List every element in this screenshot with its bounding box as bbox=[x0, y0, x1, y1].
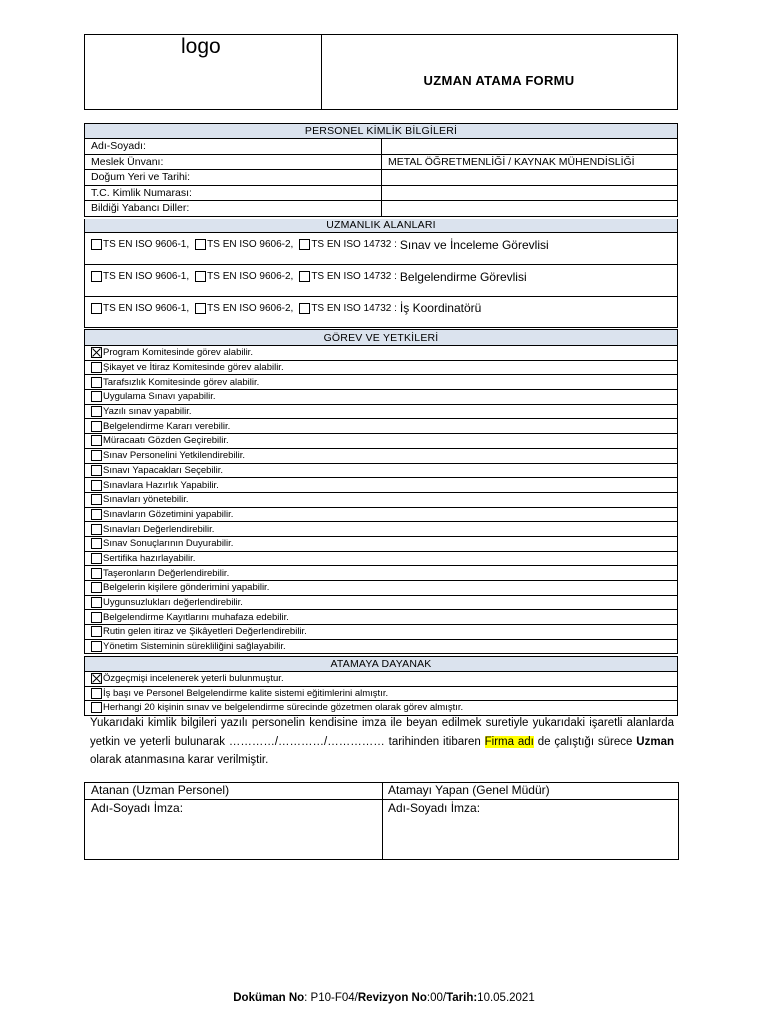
signature-right-title: Atamayı Yapan (Genel Müdür) bbox=[388, 783, 550, 797]
gorev-item-label: Sınavları Değerlendirebilir. bbox=[103, 523, 215, 535]
date-label: Tarih: bbox=[446, 992, 478, 1004]
gorev-item bbox=[85, 640, 677, 655]
gorev-heading: GÖREV VE YETKİLERİ bbox=[85, 329, 677, 346]
statement-text-2: de çalıştığı sürece bbox=[533, 735, 637, 748]
gorev-item-label: Sınavlara Hazırlık Yapabilir. bbox=[103, 479, 219, 491]
personel-label: Meslek Ünvanı: bbox=[91, 155, 164, 168]
gorev-item bbox=[85, 625, 677, 640]
standard-label: TS EN ISO 14732 : bbox=[311, 302, 397, 314]
dayanak-heading: ATAMAYA DAYANAK bbox=[85, 656, 677, 672]
personel-label: T.C. Kimlik Numarası: bbox=[91, 186, 192, 199]
gorev-item-label: Uygulama Sınavı yapabilir. bbox=[103, 391, 216, 403]
role-label: İş Koordinatörü bbox=[399, 301, 482, 315]
gorev-item bbox=[85, 537, 677, 552]
dayanak-item-label: Herhangi 20 kişinin sınav ve belgelendirme sürecinde gözetmen olarak görev almıştır. bbox=[103, 702, 464, 714]
gorev-item-label: Belgelerin kişilere gönderimini yapabilir. bbox=[103, 582, 270, 594]
gorev-item bbox=[85, 405, 677, 420]
checkbox[interactable] bbox=[91, 538, 102, 549]
dayanak-item bbox=[85, 672, 677, 687]
personel-label: Doğum Yeri ve Tarihi: bbox=[91, 171, 191, 184]
standard-label: TS EN ISO 9606-1, bbox=[103, 302, 190, 314]
gorev-item-label: Tarafsızlık Komitesinde görev alabilir. bbox=[103, 376, 260, 388]
personel-row bbox=[85, 139, 677, 155]
date-value: 10.05.2021 bbox=[477, 992, 535, 1004]
standard-label: TS EN ISO 14732 : bbox=[311, 239, 397, 250]
standard-label: TS EN ISO 9606-2, bbox=[207, 271, 294, 282]
checkbox[interactable] bbox=[91, 612, 102, 623]
checkbox[interactable] bbox=[91, 303, 102, 314]
document-footer bbox=[0, 992, 768, 1004]
uzmanlik-row bbox=[85, 297, 677, 328]
standard-label: TS EN ISO 9606-1, bbox=[103, 239, 190, 250]
dayanak-item-label: İş başı ve Personel Belgelendirme kalite sistemi eğitimlerini almıştır. bbox=[103, 687, 389, 699]
dayanak-item-label: Özgeçmişi incelenerek yeterli bulunmuştur. bbox=[103, 673, 284, 685]
uzmanlik-row bbox=[85, 233, 677, 265]
personel-row bbox=[85, 170, 677, 186]
gorev-item bbox=[85, 375, 677, 390]
gorev-item-label: Yazılı sınav yapabilir. bbox=[103, 406, 192, 418]
personel-row bbox=[85, 201, 677, 217]
signature-box bbox=[84, 782, 679, 860]
signature-left-title: Atanan (Uzman Personel) bbox=[91, 783, 230, 797]
personel-value[interactable] bbox=[381, 201, 677, 216]
gorev-item bbox=[85, 434, 677, 449]
statement-text-3: olarak atanmasına karar verilmiştir. bbox=[90, 754, 269, 766]
gorev-item bbox=[85, 522, 677, 537]
checkbox[interactable] bbox=[91, 377, 102, 388]
checkbox[interactable] bbox=[91, 421, 102, 432]
doc-no-value: : P10-F04/ bbox=[304, 992, 358, 1004]
checkbox[interactable] bbox=[91, 494, 102, 505]
personel-label: Bildiği Yabancı Diller: bbox=[91, 202, 190, 215]
gorev-item bbox=[85, 508, 677, 523]
signature-header-line bbox=[85, 799, 678, 800]
gorev-item bbox=[85, 581, 677, 596]
checkbox[interactable] bbox=[91, 673, 102, 684]
gorev-item-label: Taşeronların Değerlendirebilir. bbox=[103, 567, 230, 579]
gorev-item bbox=[85, 419, 677, 434]
personel-value[interactable]: METAL ÖĞRETMENLİĞİ / KAYNAK MÜHENDİSLİĞİ bbox=[381, 155, 677, 170]
gorev-item-label: Şikayet ve İtiraz Komitesinde görev alabilir. bbox=[103, 362, 284, 374]
checkbox[interactable] bbox=[91, 406, 102, 417]
checkbox[interactable] bbox=[91, 465, 102, 476]
checkbox[interactable] bbox=[91, 480, 102, 491]
gorev-item-label: Sınavları yönetebilir. bbox=[103, 494, 189, 506]
dayanak-item bbox=[85, 687, 677, 702]
gorev-item-label: Belgelendirme Kayıtlarını muhafaza edebilir. bbox=[103, 611, 289, 623]
gorev-item-label: Sınavı Yapacakları Seçebilir. bbox=[103, 464, 224, 476]
gorev-section bbox=[84, 329, 678, 654]
role-label: Sınav ve İnceleme Görevlisi bbox=[399, 237, 549, 252]
gorev-item-label: Sertifika hazırlayabilir. bbox=[103, 552, 196, 564]
dayanak-section bbox=[84, 656, 678, 716]
checkbox[interactable] bbox=[91, 391, 102, 402]
gorev-item-label: Müracaatı Gözden Geçirebilir. bbox=[103, 435, 229, 447]
gorev-item-label: Sınavların Gözetimini yapabilir. bbox=[103, 508, 234, 520]
gorev-item-label: Rutin gelen itiraz ve Şikâyetleri Değerlendirebilir. bbox=[103, 626, 307, 638]
checkbox[interactable] bbox=[299, 239, 310, 250]
checkbox[interactable] bbox=[91, 568, 102, 579]
statement-paragraph bbox=[90, 714, 674, 770]
gorev-item bbox=[85, 566, 677, 581]
gorev-item bbox=[85, 390, 677, 405]
logo-placeholder: logo bbox=[181, 35, 221, 58]
personel-row bbox=[85, 155, 677, 171]
form-header bbox=[84, 34, 678, 110]
checkbox[interactable] bbox=[91, 347, 102, 358]
gorev-item-label: Belgelendirme Kararı verebilir. bbox=[103, 420, 231, 432]
checkbox[interactable] bbox=[91, 626, 102, 637]
uzmanlik-heading: UZMANLIK ALANLARI bbox=[85, 219, 677, 233]
gorev-item bbox=[85, 493, 677, 508]
gorev-item-label: Program Komitesinde görev alabilir. bbox=[103, 347, 253, 359]
gorev-item bbox=[85, 552, 677, 567]
checkbox[interactable] bbox=[91, 524, 102, 535]
uzmanlik-section bbox=[84, 219, 678, 328]
checkbox[interactable] bbox=[91, 239, 102, 250]
doc-no-label: Doküman No bbox=[233, 992, 305, 1004]
checkbox[interactable] bbox=[91, 597, 102, 608]
checkbox[interactable] bbox=[91, 450, 102, 461]
checkbox[interactable] bbox=[91, 553, 102, 564]
signature-divider bbox=[382, 783, 383, 859]
firma-placeholder: Firma adı bbox=[484, 735, 534, 748]
gorev-item bbox=[85, 346, 677, 361]
personel-section bbox=[84, 123, 678, 217]
gorev-item-label: Uygunsuzlukları değerlendirebilir. bbox=[103, 597, 243, 609]
personel-value[interactable] bbox=[381, 170, 677, 185]
checkbox[interactable] bbox=[91, 362, 102, 373]
gorev-item bbox=[85, 449, 677, 464]
uzmanlik-row bbox=[85, 265, 677, 297]
personel-heading: PERSONEL KİMLİK BİLGİLERİ bbox=[85, 123, 677, 139]
standard-label: TS EN ISO 9606-1, bbox=[103, 271, 190, 282]
gorev-item bbox=[85, 361, 677, 376]
revision-label: Revizyon No bbox=[357, 992, 427, 1004]
gorev-item-label: Sınav Personelini Yetkilendirebilir. bbox=[103, 450, 246, 462]
header-divider bbox=[321, 35, 322, 109]
gorev-item bbox=[85, 596, 677, 611]
statement-text-1: Yukarıdaki kimlik bilgileri yazılı personelin kendisine imza ile beyan edilmek suretiyle yukarıdaki işaretli alanlarda yetkin ve yeterli bulunarak …………/…………/…………… tarihinden itibaren bbox=[90, 717, 674, 748]
gorev-item bbox=[85, 610, 677, 625]
gorev-item-label: Yönetim Sisteminin sürekliliğini sağlayabilir. bbox=[103, 641, 286, 653]
checkbox[interactable] bbox=[299, 303, 310, 314]
checkbox[interactable] bbox=[195, 303, 206, 314]
signature-left-field[interactable]: Adı-Soyadı İmza: bbox=[91, 801, 184, 815]
gorev-item bbox=[85, 478, 677, 493]
revision-value: :00/ bbox=[426, 992, 447, 1004]
checkbox[interactable] bbox=[195, 239, 206, 250]
checkbox[interactable] bbox=[299, 271, 310, 282]
personel-label: Adı-Soyadı: bbox=[91, 140, 146, 153]
gorev-item-label: Sınav Sonuçlarının Duyurabilir. bbox=[103, 538, 234, 550]
personel-row bbox=[85, 186, 677, 202]
uzman-word: Uzman bbox=[636, 735, 674, 748]
checkbox[interactable] bbox=[91, 702, 102, 713]
personel-value[interactable] bbox=[381, 139, 677, 154]
checkbox[interactable] bbox=[195, 271, 206, 282]
gorev-item bbox=[85, 464, 677, 479]
checkbox[interactable] bbox=[91, 509, 102, 520]
checkbox[interactable] bbox=[91, 271, 102, 282]
signature-right-field[interactable]: Adı-Soyadı İmza: bbox=[388, 801, 481, 815]
personel-value[interactable] bbox=[381, 186, 677, 201]
standard-label: TS EN ISO 9606-2, bbox=[207, 239, 294, 250]
standard-label: TS EN ISO 9606-2, bbox=[207, 302, 294, 314]
standard-label: TS EN ISO 14732 : bbox=[311, 271, 397, 282]
checkbox[interactable] bbox=[91, 582, 102, 593]
checkbox[interactable] bbox=[91, 641, 102, 652]
checkbox[interactable] bbox=[91, 435, 102, 446]
checkbox[interactable] bbox=[91, 688, 102, 699]
role-label: Belgelendirme Görevlisi bbox=[399, 269, 527, 284]
form-title: UZMAN ATAMA FORMU bbox=[423, 73, 575, 88]
